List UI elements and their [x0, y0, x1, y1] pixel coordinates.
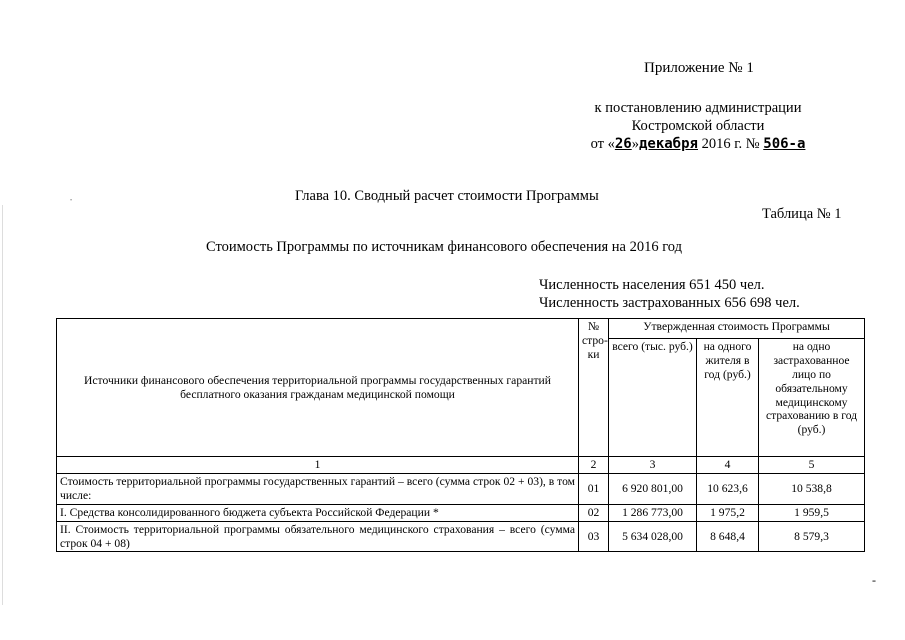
- table-number: Таблица № 1: [762, 206, 842, 222]
- appendix-line-2: Костромской области: [631, 118, 765, 134]
- row-total: 5 634 028,00: [609, 521, 697, 552]
- row-per-resident: 1 975,2: [697, 504, 759, 521]
- row-line: 03: [579, 521, 609, 552]
- cost-table: [56, 318, 865, 552]
- row-per-resident: 10 623,6: [697, 473, 759, 504]
- row-source: I. Средства консолидированного бюджета субъекта Российской Федерации *: [57, 504, 579, 521]
- row-per-resident: 8 648,4: [697, 521, 759, 552]
- date-prefix: от «: [590, 136, 615, 152]
- col-number: 5: [759, 457, 865, 474]
- scan-dot: •: [70, 198, 73, 204]
- scan-margin-line: [2, 205, 3, 605]
- header-source: Источники финансового обеспечения территориальной программы государственных гарантий бесплатного оказания гражданам медицинской помощи: [57, 319, 579, 457]
- row-total: 1 286 773,00: [609, 504, 697, 521]
- table-row: [57, 521, 865, 552]
- col-number: 3: [609, 457, 697, 474]
- header-line-no: № стро-ки: [579, 319, 609, 457]
- col-number: 4: [697, 457, 759, 474]
- header-total: всего (тыс. руб.): [609, 338, 697, 456]
- chapter-title: Глава 10. Сводный расчет стоимости Программы: [295, 188, 599, 204]
- row-source: Стоимость территориальной программы государственных гарантий – всего (сумма строк 02 + 03), в том числе:: [57, 473, 579, 504]
- date-day: 26: [614, 136, 632, 152]
- date-sep: »: [631, 136, 639, 152]
- date-month: декабря: [638, 136, 698, 152]
- population-line: Численность населения 651 450 чел.: [539, 277, 765, 293]
- row-per-insured: 8 579,3: [759, 521, 865, 552]
- table-row: [57, 473, 865, 504]
- insured-line: Численность застрахованных 656 698 чел.: [539, 295, 800, 311]
- row-line: 02: [579, 504, 609, 521]
- row-source: II. Стоимость территориальной программы обязательного медицинского страхования – всего (сумма строк 04 + 08): [57, 521, 579, 552]
- header-per-insured: на одно застрахованное лицо по обязательному медицинскому страхованию в год (руб.): [759, 338, 865, 456]
- row-total: 6 920 801,00: [609, 473, 697, 504]
- header-per-resident: на одного жителя в год (руб.): [697, 338, 759, 456]
- date-suffix: 2016 г. №: [697, 136, 764, 152]
- col-number: 2: [579, 457, 609, 474]
- table-caption: Стоимость Программы по источникам финансового обеспечения на 2016 год: [206, 239, 683, 255]
- appendix-line-1: к постановлению администрации: [594, 100, 802, 116]
- header-group: Утвержденная стоимость Программы: [609, 319, 865, 339]
- corner-mark: -: [872, 573, 876, 587]
- row-per-insured: 10 538,8: [759, 473, 865, 504]
- table-row: [57, 504, 865, 521]
- doc-number: 506-а: [763, 136, 806, 152]
- column-number-row: [57, 457, 865, 474]
- row-line: 01: [579, 473, 609, 504]
- appendix-title: Приложение № 1: [644, 60, 754, 76]
- row-per-insured: 1 959,5: [759, 504, 865, 521]
- appendix-date-line: [548, 136, 848, 153]
- col-number: 1: [57, 457, 579, 474]
